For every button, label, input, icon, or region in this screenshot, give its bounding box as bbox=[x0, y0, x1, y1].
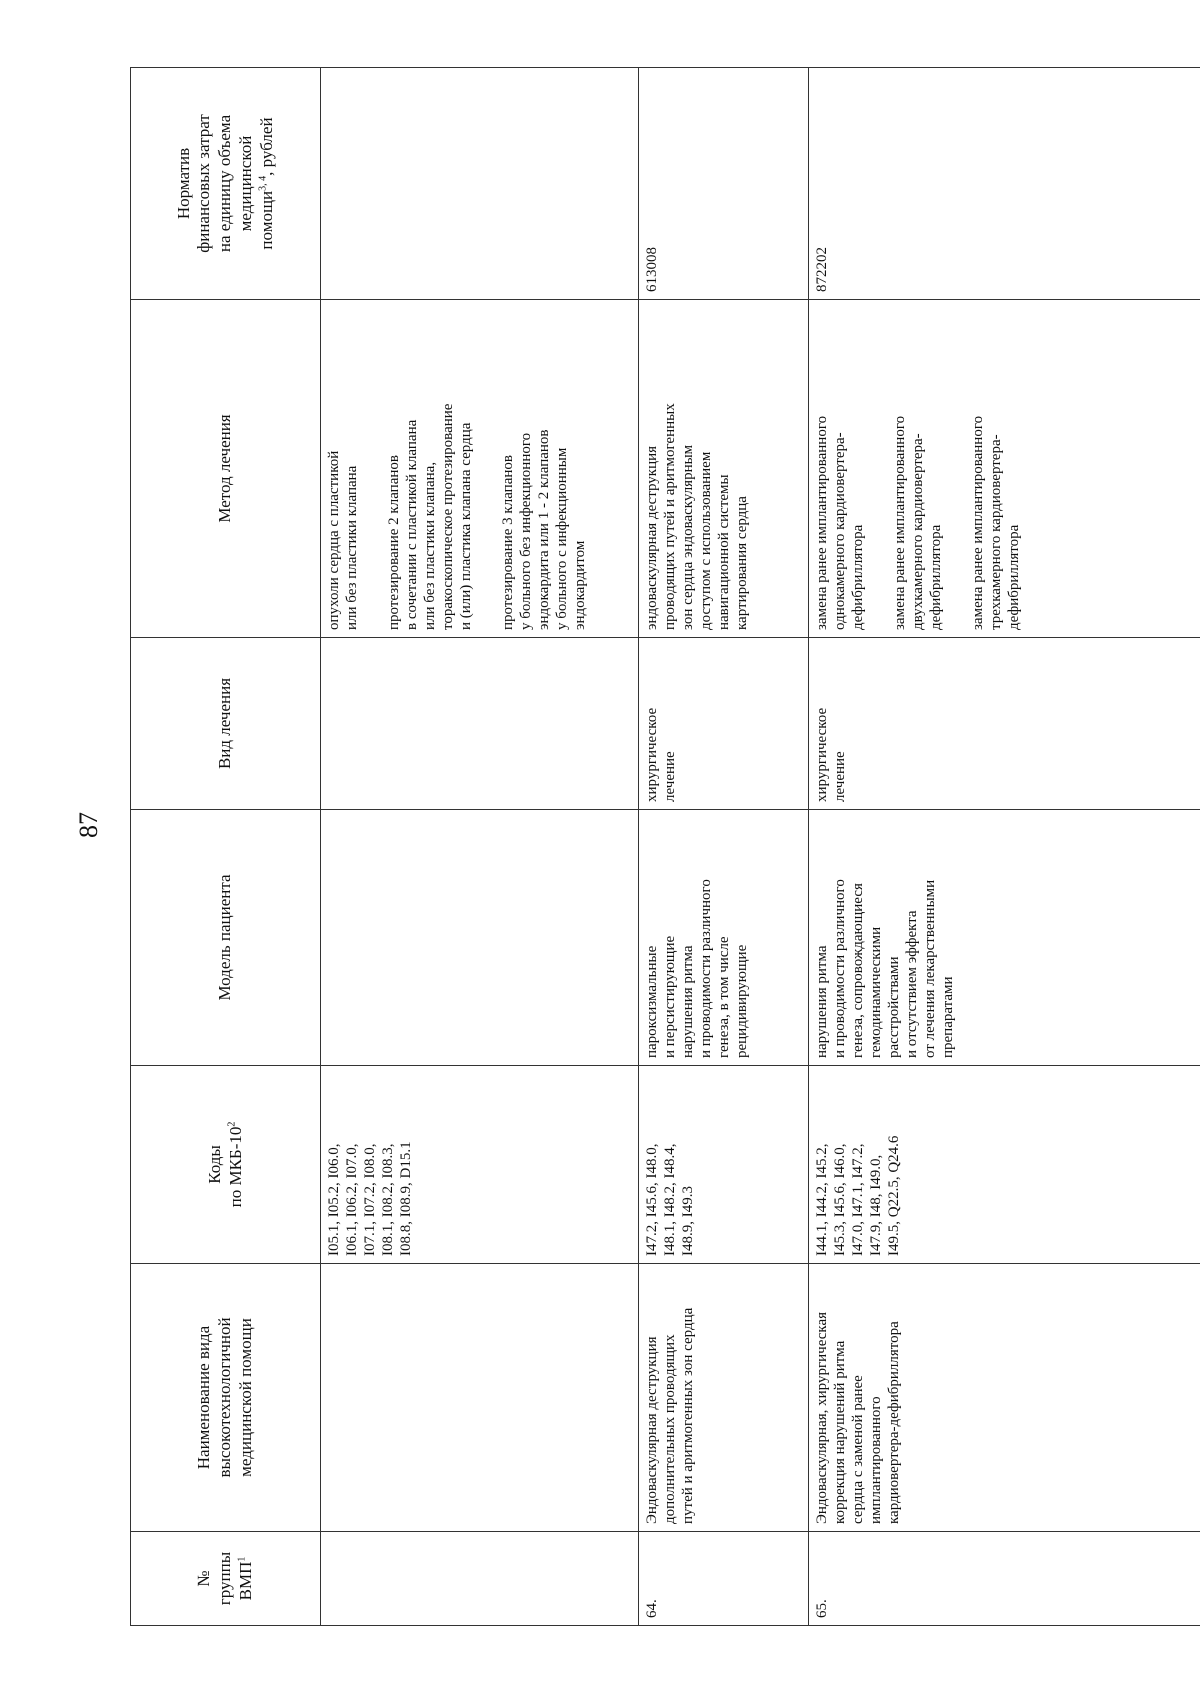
row-patient-model: нарушения ритма и проводимости различного генеза, сопровождающиеся гемодинамическими расстройствами и отсутствием эффекта от лечения лекарственными препаратами bbox=[809, 810, 1200, 1066]
method-item: замена ранее имплантированного однокамерного кардиовертера- дефибриллятора bbox=[814, 415, 866, 630]
method-item: эндоваскулярная деструкция проводящих путей и аритмогенных зон сердца эндоваскулярным доступом с использованием навигационной системы картирования сердца bbox=[644, 403, 750, 630]
method-item: опухоли сердца с пластикой или без пластики клапана bbox=[326, 450, 360, 630]
table-row bbox=[809, 68, 1200, 1626]
method-item: протезирование 2 клапанов в сочетании с пластикой клапана или без пластики клапана, торакоскопическое протезирование и (или) пластика клапана сердца bbox=[386, 403, 474, 630]
header-method: Метод лечения bbox=[131, 300, 321, 638]
header-name: Наименование вида высокотехнологичной медицинской помощи bbox=[131, 1264, 321, 1532]
row-number: 64. bbox=[639, 1532, 809, 1626]
row-codes: I05.1, I05.2, I06.0, I06.1, I06.2, I07.0, I07.1, I07.2, I08.0, I08.1, I08.2, I08.3, I08.8, I08.9, D15.1 bbox=[321, 1066, 639, 1264]
row-method bbox=[639, 300, 809, 638]
row-name: Эндоваскулярная, хирургическая коррекция нарушений ритма сердца с заменой ранее имплантированного кардиовертера-дефибриллятора bbox=[809, 1264, 1200, 1532]
header-codes: Коды по МКБ-$10^2$ bbox=[131, 1066, 321, 1264]
row-treatment-type bbox=[321, 638, 639, 810]
row-codes: I47.2, I45.6, I48.0, I48.1, I48.2, I48.4, I48.9, I49.3 bbox=[639, 1066, 809, 1264]
vmp-table bbox=[130, 67, 1200, 1626]
row-number bbox=[321, 1532, 639, 1626]
page-number: 87 bbox=[74, 812, 103, 838]
row-method bbox=[809, 300, 1200, 638]
row-name: Эндоваскулярная деструкция дополнительных проводящих путей и аритмогенных зон сердца bbox=[639, 1264, 809, 1532]
rotated-table-wrapper bbox=[130, 68, 1200, 1626]
row-treatment-type: хирургическое лечение bbox=[639, 638, 809, 810]
table-row bbox=[321, 68, 639, 1626]
row-method bbox=[321, 300, 639, 638]
header-patient-model: Модель пациента bbox=[131, 810, 321, 1066]
method-item: протезирование 3 клапанов у больного без инфекционного эндокардита или 1 - 2 клапанов у больного с инфекционным эндокардитом bbox=[500, 429, 588, 630]
row-treatment-type: хирургическое лечение bbox=[809, 638, 1200, 810]
header-group-number: № группы ВМП$^1$ bbox=[131, 1532, 321, 1626]
row-patient-model bbox=[321, 810, 639, 1066]
method-item: замена ранее имплантированного двухкамерного кардиовертера- дефибриллятора bbox=[892, 415, 944, 630]
header-cost: Норматив финансовых затрат на единицу объема медицинской помощи$^{3, 4}$, рублей bbox=[131, 68, 321, 300]
method-item: замена ранее имплантированного трехкамерного кардиовертера- дефибриллятора bbox=[970, 415, 1022, 630]
header-treatment-type: Вид лечения bbox=[131, 638, 321, 810]
table-row bbox=[639, 68, 809, 1626]
row-cost bbox=[321, 68, 639, 300]
row-cost: 872202 bbox=[809, 68, 1200, 300]
row-codes: I44.1, I44.2, I45.2, I45.3, I45.6, I46.0, I47.0, I47.1, I47.2, I47.9, I48, I49.0, I49.5, Q22.5, Q24.6 bbox=[809, 1066, 1200, 1264]
row-name bbox=[321, 1264, 639, 1532]
row-patient-model: пароксизмальные и персистирующие нарушения ритма и проводимости различного генеза, в том числе рецидивирующие bbox=[639, 810, 809, 1066]
table-header-row bbox=[131, 68, 321, 1626]
row-number: 65. bbox=[809, 1532, 1200, 1626]
row-cost: 613008 bbox=[639, 68, 809, 300]
